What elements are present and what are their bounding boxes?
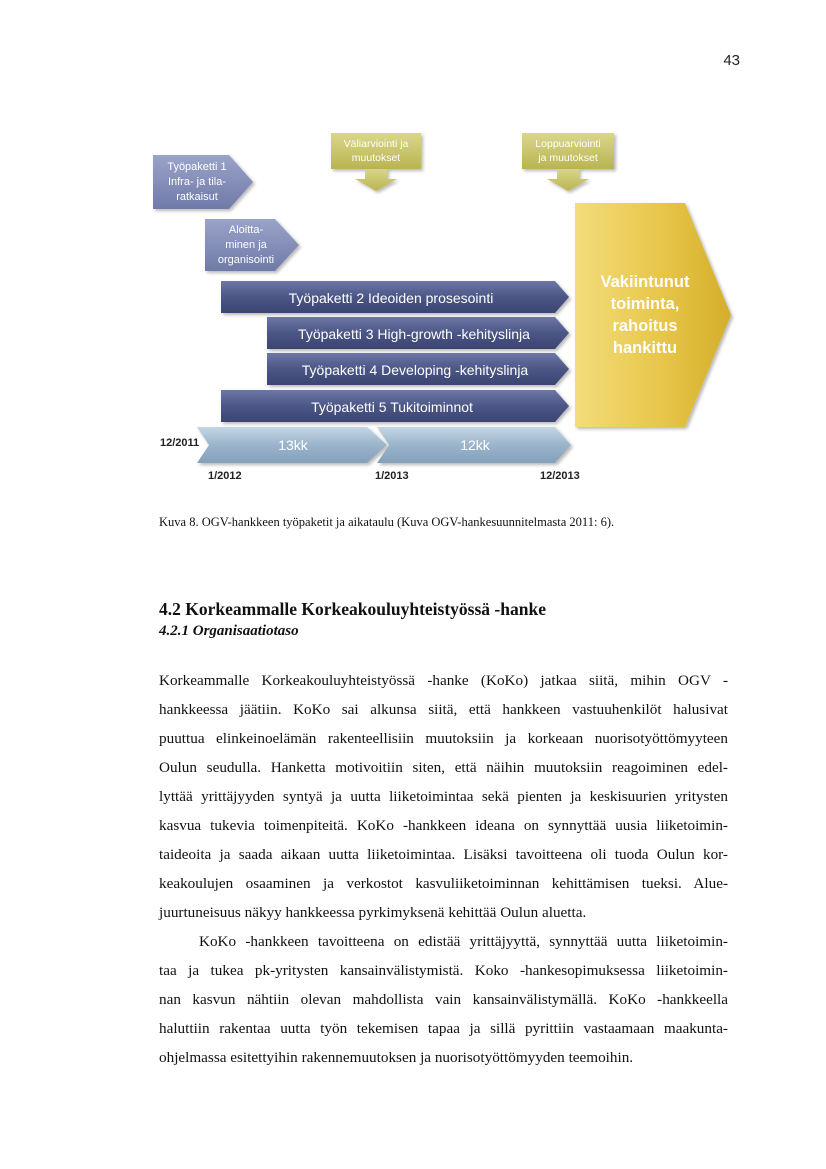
package-label: Aloitta- — [228, 224, 264, 236]
package-label: Työpaketti 4 Developing -kehityslinja — [301, 362, 529, 378]
text-line: puuttua elinkeinoelämän rakenteellisiin muutoksiin ja korkeaan nuorisotyöttömyyteen — [159, 730, 728, 747]
section-title: 4.2 Korkeammalle Korkeakouluyhteistyössä -hanke — [159, 599, 546, 619]
milestone-label: muutokset — [351, 152, 401, 164]
date-label: 1/2012 — [208, 470, 242, 482]
work-package-3 — [267, 317, 569, 349]
outcome-label: rahoitus — [612, 317, 678, 335]
text-line: haluttiin rakentaa uutta työn tekemisen tapaa ja sillä pyrittiin vastaamaan maakunta- — [159, 1020, 728, 1037]
down-arrow-icon — [355, 169, 397, 191]
outcome-label: Vakiintunut — [600, 273, 690, 291]
text-line: hankkeessa jäätiin. KoKo sai alkunsa siitä, että hankkeen vastuuhenkilöt halusivat — [159, 701, 728, 718]
start-package — [205, 219, 299, 271]
text-line: juurtuneisuus näkyy hankkeessa pyrkimyksenä kehittää Oulun aluetta. — [159, 904, 587, 921]
project-timeline-figure — [145, 125, 745, 495]
date-label: 12/2013 — [540, 470, 580, 482]
period-label: 13kk — [278, 437, 308, 453]
work-package-1 — [153, 155, 253, 209]
body-text — [159, 666, 728, 1072]
milestone-final — [522, 133, 614, 191]
text-line: Korkeammalle Korkeakouluyhteistyössä -hanke (KoKo) jatkaa siitä, mihin OGV - — [159, 672, 728, 689]
down-arrow-icon — [547, 169, 589, 191]
package-label: Työpaketti 1 — [167, 161, 227, 173]
paragraph — [159, 927, 728, 1072]
outcome-arrow — [575, 203, 731, 427]
timeline — [160, 427, 580, 482]
text-line: ohjelmassa esitettyihin rakennemuutoksen ja nuorisotyöttömyyden teemoihin. — [159, 1049, 634, 1066]
date-label: 1/2013 — [375, 470, 409, 482]
package-label: Työpaketti 5 Tukitoiminnot — [311, 399, 473, 415]
outcome-label: hankittu — [612, 339, 678, 357]
package-label: Infra- ja tila- — [167, 176, 227, 188]
text-line: Oulun seudulla. Hanketta motivoitiin siten, että näihin muutoksiin reagoiminen edel- — [159, 759, 728, 776]
subsection-title: 4.2.1 Organisaatiotaso — [159, 623, 299, 639]
work-package-5 — [221, 390, 569, 422]
text-line: taa ja tukea pk-yritysten kansainvälistymistä. Koko -hankesopimuksessa liiketoimin- — [159, 962, 728, 979]
outcome-label: toiminta, — [610, 295, 680, 313]
package-label: minen ja — [225, 239, 267, 251]
text-line: nan kasvun nähtiin olevan mahdollista vain kansainvälistymällä. KoKo -hankkeella — [159, 991, 728, 1008]
package-label: organisointi — [217, 254, 275, 266]
text-line: keakoulujen osaaminen ja verkostot kasvuliiketoiminnan kehittämisen tueksi. Alue- — [159, 875, 728, 892]
milestone-label: Väliarviointi ja — [343, 138, 409, 150]
package-label: ratkaisut — [176, 191, 218, 203]
page-number: 43 — [723, 52, 740, 69]
milestone-label: Loppuarviointi — [535, 138, 601, 150]
text-line: taideoita ja saada aikaan uutta liiketoimintaa. Lisäksi tavoitteena oli tuoda Oulun kor- — [159, 846, 728, 863]
text-line: KoKo -hankkeen tavoitteena on edistää yrittäjyyttä, synnyttää uutta liiketoimin- — [199, 933, 728, 950]
timeline-diagram — [145, 125, 745, 495]
package-label: Työpaketti 3 High-growth -kehityslinja — [298, 326, 530, 342]
package-label: Työpaketti 2 Ideoiden prosesointi — [288, 290, 494, 306]
milestone-mid — [331, 133, 421, 191]
text-line: kasvua tukevia toimenpiteitä. KoKo -hankkeen ideana on synnyttää uusia liiketoimin- — [159, 817, 728, 834]
figure-caption: Kuva 8. OGV-hankkeen työpaketit ja aikataulu (Kuva OGV-hankesuunnitelmasta 2011: 6). — [159, 515, 615, 529]
date-label: 12/2011 — [160, 437, 200, 449]
work-package-2 — [221, 281, 569, 313]
work-package-4 — [267, 353, 569, 385]
paragraph — [159, 666, 728, 927]
milestone-label: ja muutokset — [538, 152, 598, 164]
text-line: lyttää yrittäjyyden syntyä ja uutta liiketoimintaa sekä pienten ja keskisuurien yritysten — [159, 788, 728, 805]
period-label: 12kk — [460, 437, 490, 453]
outcome-shape — [575, 203, 731, 427]
